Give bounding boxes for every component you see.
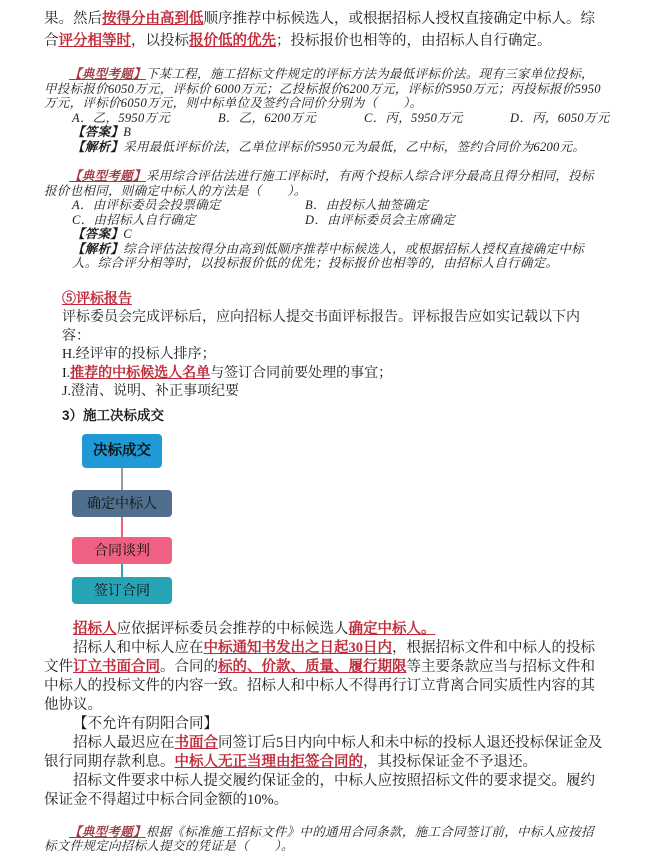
- decision-paragraphs: [44, 620, 605, 810]
- question-1-analysis: [44, 140, 605, 155]
- question-1-text: 下某工程，施工招标文件规定的评标方法为最低评标价法。现有三家单位投标，甲投标报价6050万元，评标价 6000万元；乙投标报价6200万元，评标价5950万元；丙投标报价5950万元，评标价6050万元，则中标单位及签约合同价分别为（ ）。: [44, 67, 601, 110]
- question-3-text: 根据《标准施工招标文件》中的通用合同条款，施工合同签订前，中标人应按招标文件规定向招标人提交的凭证是（ ）。: [44, 824, 594, 853]
- flow-connector-2: [121, 517, 123, 537]
- exam-question-2: [44, 169, 605, 271]
- heading-award-deal: 3）施工决标成交: [62, 407, 165, 423]
- list-item-h: H.经评审的投标人排序；: [62, 347, 216, 362]
- flow-node-contract-negotiation: 合同谈判: [72, 537, 172, 564]
- option-a: A．乙，5950万元: [72, 110, 171, 125]
- answer-value: B: [123, 125, 132, 139]
- analysis-text: 采用最低评标价法，乙单位评标价5950元为最低，乙中标，签约合同价为6200元。: [123, 139, 586, 154]
- para-contract-30days: [44, 639, 605, 715]
- option-d: D．由评标委员会主席确定: [305, 212, 456, 227]
- list-item-i: [44, 365, 605, 384]
- intro-paragraph: [44, 8, 605, 52]
- text-1: 招标人和中标人应在: [73, 639, 204, 656]
- flow-node-determine-winner: 确定中标人: [72, 490, 172, 517]
- intro-text-2: 顺序推荐中标候选人，或根据招标人授权直接确定中标人。综合: [44, 11, 595, 49]
- item-i-rest: 与签订合同前要处理的事宜；: [210, 365, 393, 381]
- question-1-options: [44, 110, 610, 126]
- option-b: B．由投标人抽签确定: [305, 198, 429, 212]
- text-3: 。合同的: [160, 658, 218, 675]
- text-1: 招标人最迟应在: [73, 734, 175, 751]
- section-heading: ⑤评标报告: [62, 291, 132, 307]
- red-written: 书面合: [174, 734, 218, 751]
- para-performance-security: 招标文件要求中标人提交履约保证金的，中标人应按照招标文件的要求提交。履约保证金不得超过中标合同金额的10%。: [44, 772, 595, 808]
- question-1-stem: [44, 67, 605, 111]
- intro-red-sort-by-score: 按得分由高到低: [102, 11, 204, 27]
- intro-text-4: ；投标报价也相等的，由招标人自行确定。: [276, 33, 552, 49]
- item-i-prefix: I.: [62, 365, 71, 381]
- text-4: 等主要条款应当与招标文件和中标人的投标文件的内容一致。招标人和中标人不得再行订立背离合同实质性内容的其他协议。: [44, 658, 595, 713]
- section-evaluation-report: [44, 291, 605, 402]
- analysis-text: 综合评估法按得分由高到低顺序推荐中标候选人，或根据招标人授权直接确定中标人。综合评分相等时，以投标报价低的优先；投标报价也相等的，由招标人自行确定。: [72, 241, 585, 270]
- para-no-yin-yang-contract: 【不允许有阴阳合同】: [73, 715, 218, 732]
- flow-node-sign-contract: 签订合同: [72, 577, 172, 604]
- list-item-j: J.澄清、说明、补正事项纪要: [62, 384, 239, 399]
- analysis-label: 【解析】: [72, 241, 124, 256]
- analysis-label: 【解析】: [72, 139, 124, 154]
- intro-red-equal-score: 评分相等时: [58, 33, 131, 49]
- question-2-options: [44, 198, 605, 227]
- intro-text-3: ，以投标: [131, 33, 189, 49]
- intro-red-lower-price-first: 报价低的优先: [189, 33, 276, 49]
- intro-text-1: 果。然后: [44, 11, 102, 27]
- question-1-label: 【典型考题】: [69, 67, 146, 81]
- red-contract-terms: 标的、价款、质量、履行期限: [218, 658, 407, 675]
- flowchart-award-process: [72, 434, 172, 604]
- question-2-label: 【典型考题】: [69, 169, 146, 183]
- answer-label: 【答案】: [72, 125, 124, 139]
- option-c: C．由招标人自行确定: [72, 212, 196, 227]
- red-refuse-to-sign: 中标人无正当理由拒签合同的: [174, 753, 363, 770]
- question-2-stem: [44, 169, 605, 198]
- option-c: C．丙，5950万元: [364, 110, 463, 125]
- option-a: A．由评标委员会投票确定: [72, 198, 221, 212]
- flow-node-award-deal: 决标成交: [82, 434, 162, 468]
- question-3-stem: [44, 825, 605, 854]
- red-determine-winner: 确定中标人。: [348, 620, 436, 637]
- red-written-contract: 订立书面合同: [73, 658, 160, 675]
- item-i-red-candidate-list: 推荐的中标候选人名单: [70, 365, 211, 381]
- text-2: ，根据招标文件和中标人的投标文件: [44, 639, 595, 675]
- red-30-days: 中标通知书发出之日起30日内: [203, 639, 392, 656]
- exam-question-3: [44, 825, 605, 854]
- text-2: 同签订后5日内向中标人和未中标的投标人退还投标保证金及银行同期存款利息。: [44, 734, 603, 770]
- option-d: D．丙，6050万元: [510, 110, 610, 125]
- section-paragraph: 评标委员会完成评标后，应向招标人提交书面评标报告。评标报告应如实记载以下内容：: [62, 310, 580, 344]
- answer-value: C: [123, 227, 132, 241]
- option-b: B．乙，6200万元: [218, 110, 317, 125]
- para-refund-bid-security: [44, 734, 605, 772]
- exam-question-1: [44, 67, 610, 154]
- flow-connector-1: [121, 468, 123, 490]
- question-2-analysis: [44, 242, 605, 271]
- flow-connector-3: [121, 564, 123, 577]
- question-3-label: 【典型考题】: [69, 824, 146, 839]
- question-1-answer: [44, 125, 605, 140]
- text: 应依据评标委员会推荐的中标候选人: [116, 620, 349, 637]
- answer-label: 【答案】: [72, 227, 124, 241]
- para-determine-winner: [44, 620, 605, 639]
- text-3: ，其投标保证金不予退还。: [363, 753, 537, 770]
- question-2-text: 采用综合评估法进行施工评标时，有两个投标人综合评分最高且得分相同，投标报价也相同，则确定中标人的方法是（ ）。: [44, 169, 594, 198]
- question-2-answer: [44, 227, 605, 242]
- red-tenderee: 招标人: [73, 620, 117, 637]
